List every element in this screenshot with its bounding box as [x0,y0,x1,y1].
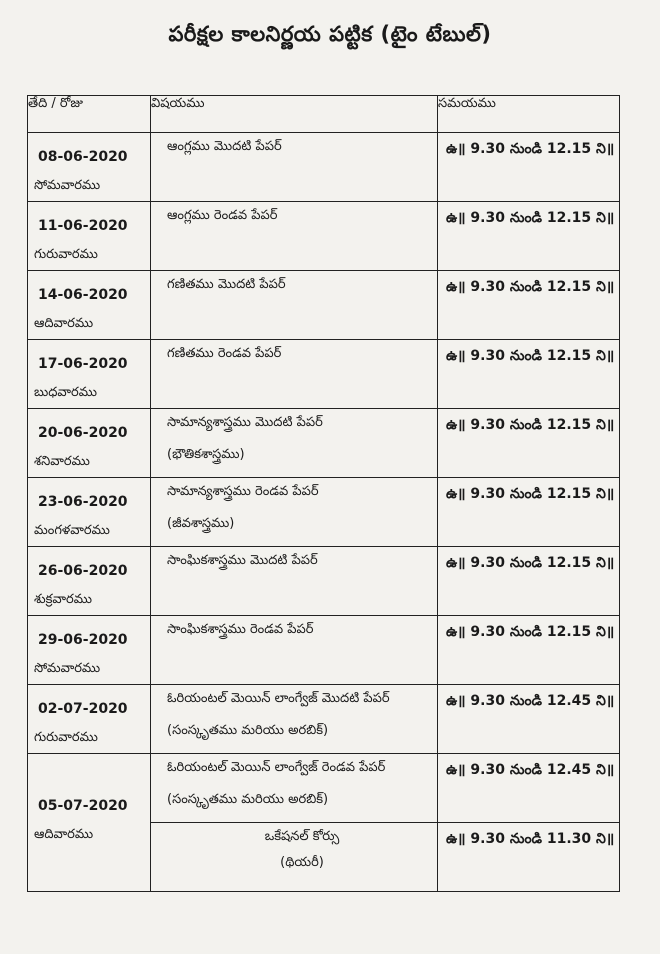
exam-time: ఉ॥ 9.30 నుండి 12.45 ని॥ [446,693,615,709]
subject-cell [151,271,438,340]
subject-cell [151,616,438,685]
date-cell [28,409,151,478]
exam-day: గురువారము [34,247,98,262]
exam-time: ఉ॥ 9.30 నుండి 12.15 ని॥ [446,624,615,640]
subject-note: (సంస్కృతము మరియు అరబిక్) [167,723,329,738]
time-cell [438,271,620,340]
exam-day: గురువారము [34,730,98,745]
time-cell [438,547,620,616]
time-cell [438,754,620,823]
subject-name: ఒకేషనల్ కోర్సు [264,829,340,844]
exam-date: 17-06-2020 [38,356,128,372]
subject-name: గణితము రెండవ పేపర్ [167,346,282,361]
exam-day: ఆదివారము [34,316,94,331]
header-time: సమయము [438,96,620,133]
subject-cell [151,340,438,409]
exam-date: 20-06-2020 [38,425,128,441]
exam-date: 14-06-2020 [38,287,128,303]
exam-date: 23-06-2020 [38,494,128,510]
table-header-row [28,96,620,133]
exam-day: బుధవారము [34,385,98,400]
date-cell [28,754,151,892]
date-cell [28,547,151,616]
table-row [28,409,620,478]
time-cell [438,409,620,478]
exam-time: ఉ॥ 9.30 నుండి 12.15 ని॥ [446,555,615,571]
exam-time: ఉ॥ 9.30 నుండి 11.30 ని॥ [446,831,615,847]
subject-name: సామాన్యశాస్త్రము రెండవ పేపర్ [167,484,319,499]
date-cell [28,133,151,202]
subject-name: సాంఘికశాస్త్రము రెండవ పేపర్ [167,622,314,637]
table-row [28,754,620,823]
subject-cell [151,547,438,616]
exam-date: 02-07-2020 [38,701,128,717]
exam-date: 05-07-2020 [38,798,128,814]
subject-name: ఆంగ్లము మొదటి పేపర్ [167,139,282,154]
subject-note: (సంస్కృతము మరియు అరబిక్) [167,792,329,807]
exam-time: ఉ॥ 9.30 నుండి 12.15 ని॥ [446,141,615,157]
table-row [28,133,620,202]
exam-time: ఉ॥ 9.30 నుండి 12.45 ని॥ [446,762,615,778]
date-cell [28,685,151,754]
exam-day: ఆదివారము [34,827,94,842]
header-date-day: తేది / రోజు [28,96,151,133]
exam-time: ఉ॥ 9.30 నుండి 12.15 ని॥ [446,279,615,295]
table-row [28,685,620,754]
subject-cell [151,685,438,754]
exam-date: 26-06-2020 [38,563,128,579]
exam-day: మంగళవారము [34,523,110,538]
time-cell [438,202,620,271]
subject-cell [151,478,438,547]
exam-day: శనివారము [34,454,90,469]
subject-name: ఆంగ్లము రెండవ పేపర్ [167,208,278,223]
table-row [28,340,620,409]
date-cell [28,616,151,685]
exam-date: 08-06-2020 [38,149,128,165]
subject-cell [151,133,438,202]
subject-note: (థియరీ) [280,855,324,870]
exam-time: ఉ॥ 9.30 నుండి 12.15 ని॥ [446,348,615,364]
time-cell [438,685,620,754]
time-cell [438,478,620,547]
subject-note: (జీవశాస్త్రము) [167,516,235,531]
exam-day: సోమవారము [34,178,101,193]
exam-date: 11-06-2020 [38,218,128,234]
header-subject: విషయము [151,96,438,133]
exam-day: శుక్రవారము [34,592,93,607]
exam-timetable [27,95,620,892]
exam-time: ఉ॥ 9.30 నుండి 12.15 ని॥ [446,486,615,502]
table-row [28,616,620,685]
time-cell [438,616,620,685]
subject-name: సాంఘికశాస్త్రము మొదటి పేపర్ [167,553,318,568]
exam-date: 29-06-2020 [38,632,128,648]
last-row-group [28,754,620,892]
time-cell [438,823,620,892]
subject-cell [151,202,438,271]
date-cell [28,340,151,409]
subject-cell [151,754,438,823]
time-cell [438,133,620,202]
exam-day: సోమవారము [34,661,101,676]
table-row [28,271,620,340]
exam-time: ఉ॥ 9.30 నుండి 12.15 ని॥ [446,210,615,226]
page-title: పరీక్షల కాలనిర్ణయ పట్టిక (టైం టేబుల్) [168,22,492,46]
date-cell [28,478,151,547]
date-cell [28,271,151,340]
table-row [28,478,620,547]
subject-name: ఓరియంటల్ మెయిన్ లాంగ్వేజ్ రెండవ పేపర్ [167,760,386,775]
date-cell [28,202,151,271]
subject-cell [151,409,438,478]
table-row [28,547,620,616]
table-row [28,202,620,271]
subject-name: సామాన్యశాస్త్రము మొదటి పేపర్ [167,415,323,430]
subject-cell [151,823,438,892]
subject-name: ఓరియంటల్ మెయిన్ లాంగ్వేజ్ మొదటి పేపర్ [167,691,390,706]
subject-note: (భౌతికశాస్త్రము) [167,447,245,462]
subject-name: గణితము మొదటి పేపర్ [167,277,286,292]
time-cell [438,340,620,409]
exam-time: ఉ॥ 9.30 నుండి 12.15 ని॥ [446,417,615,433]
